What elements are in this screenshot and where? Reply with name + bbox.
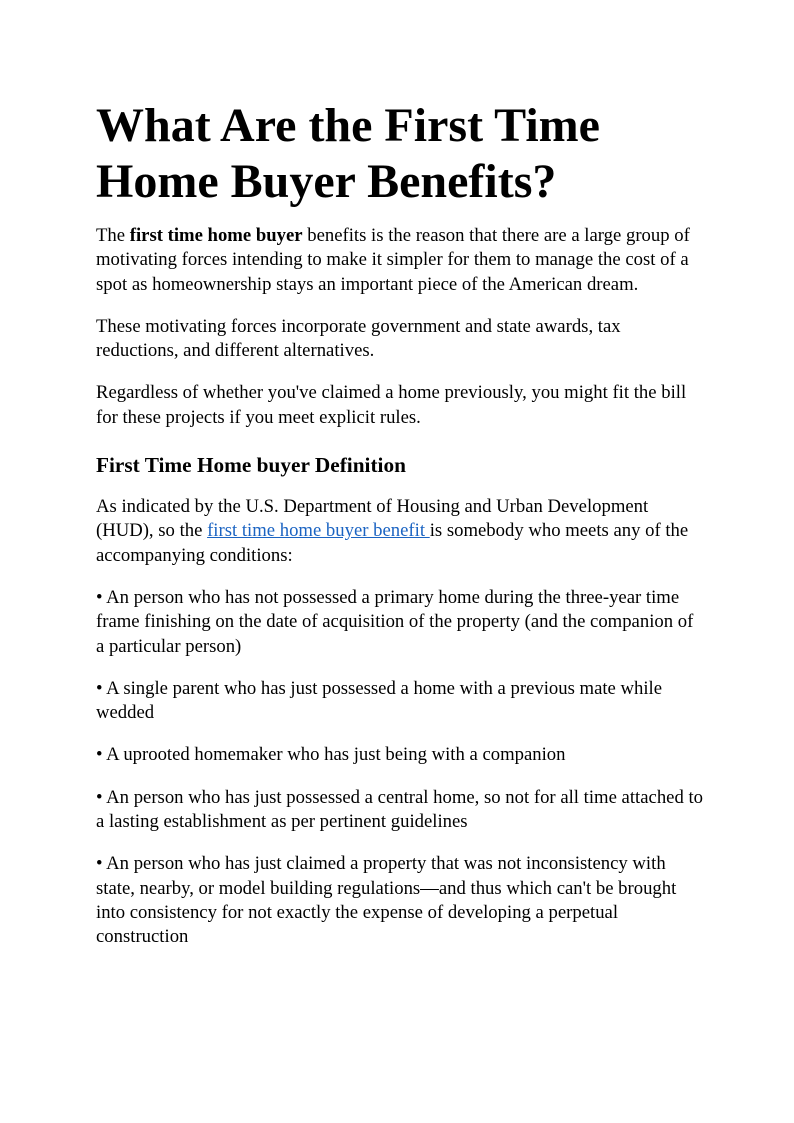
intro-lead-text: The [96, 225, 130, 246]
page-title-line-1: What Are the First Time [96, 99, 600, 152]
list-item: • A uprooted homemaker who has just being with a companion [96, 744, 566, 766]
hud-text-after-link: is somebody who meets any of the accompanying conditions: [96, 520, 689, 566]
list-item: • An person who has just possessed a central home, so not for all time attached to a lasting establishment as per pertinent guidelines [96, 786, 704, 833]
list-item: • An person who has just claimed a property that was not inconsistency with state, nearby, or model building regulations—and thus which can't be brought into consistency for not exactly the expense of developing a perpetual construction [96, 853, 677, 948]
section-heading-definition: First Time Home buyer Definition [96, 453, 406, 478]
hud-paragraph [96, 495, 706, 568]
page-title [96, 98, 706, 210]
list-item: • An person who has not possessed a primary home during the three-year time frame finishing on the date of acquisition of the property (and the companion of a particular person) [96, 586, 694, 657]
first-time-home-buyer-benefit-link[interactable]: first time home buyer benefit [207, 520, 430, 542]
intro-bold-term: first time home buyer [129, 225, 303, 246]
intro-paragraph [96, 224, 706, 297]
list-item: • A single parent who has just possessed a home with a previous mate while wedded [96, 677, 663, 724]
article [96, 98, 706, 968]
incentives-paragraph: These motivating forces incorporate government and state awards, tax reductions, and different alternatives. [96, 315, 621, 362]
eligibility-paragraph: Regardless of whether you've claimed a home previously, you might fit the bill for these projects if you meet explicit rules. [96, 382, 687, 428]
page-title-line-2: Home Buyer Benefits? [96, 155, 557, 208]
conditions-list [96, 586, 706, 950]
intro-rest-text: benefits is the reason that there are a large group of motivating forces intending to make it simpler for them to manage the cost of a spot as homeownership stays an important piece of the American dream. [96, 225, 690, 295]
hud-text-before-link: As indicated by the U.S. Department of Housing and Urban Development (HUD), so the [96, 496, 649, 542]
